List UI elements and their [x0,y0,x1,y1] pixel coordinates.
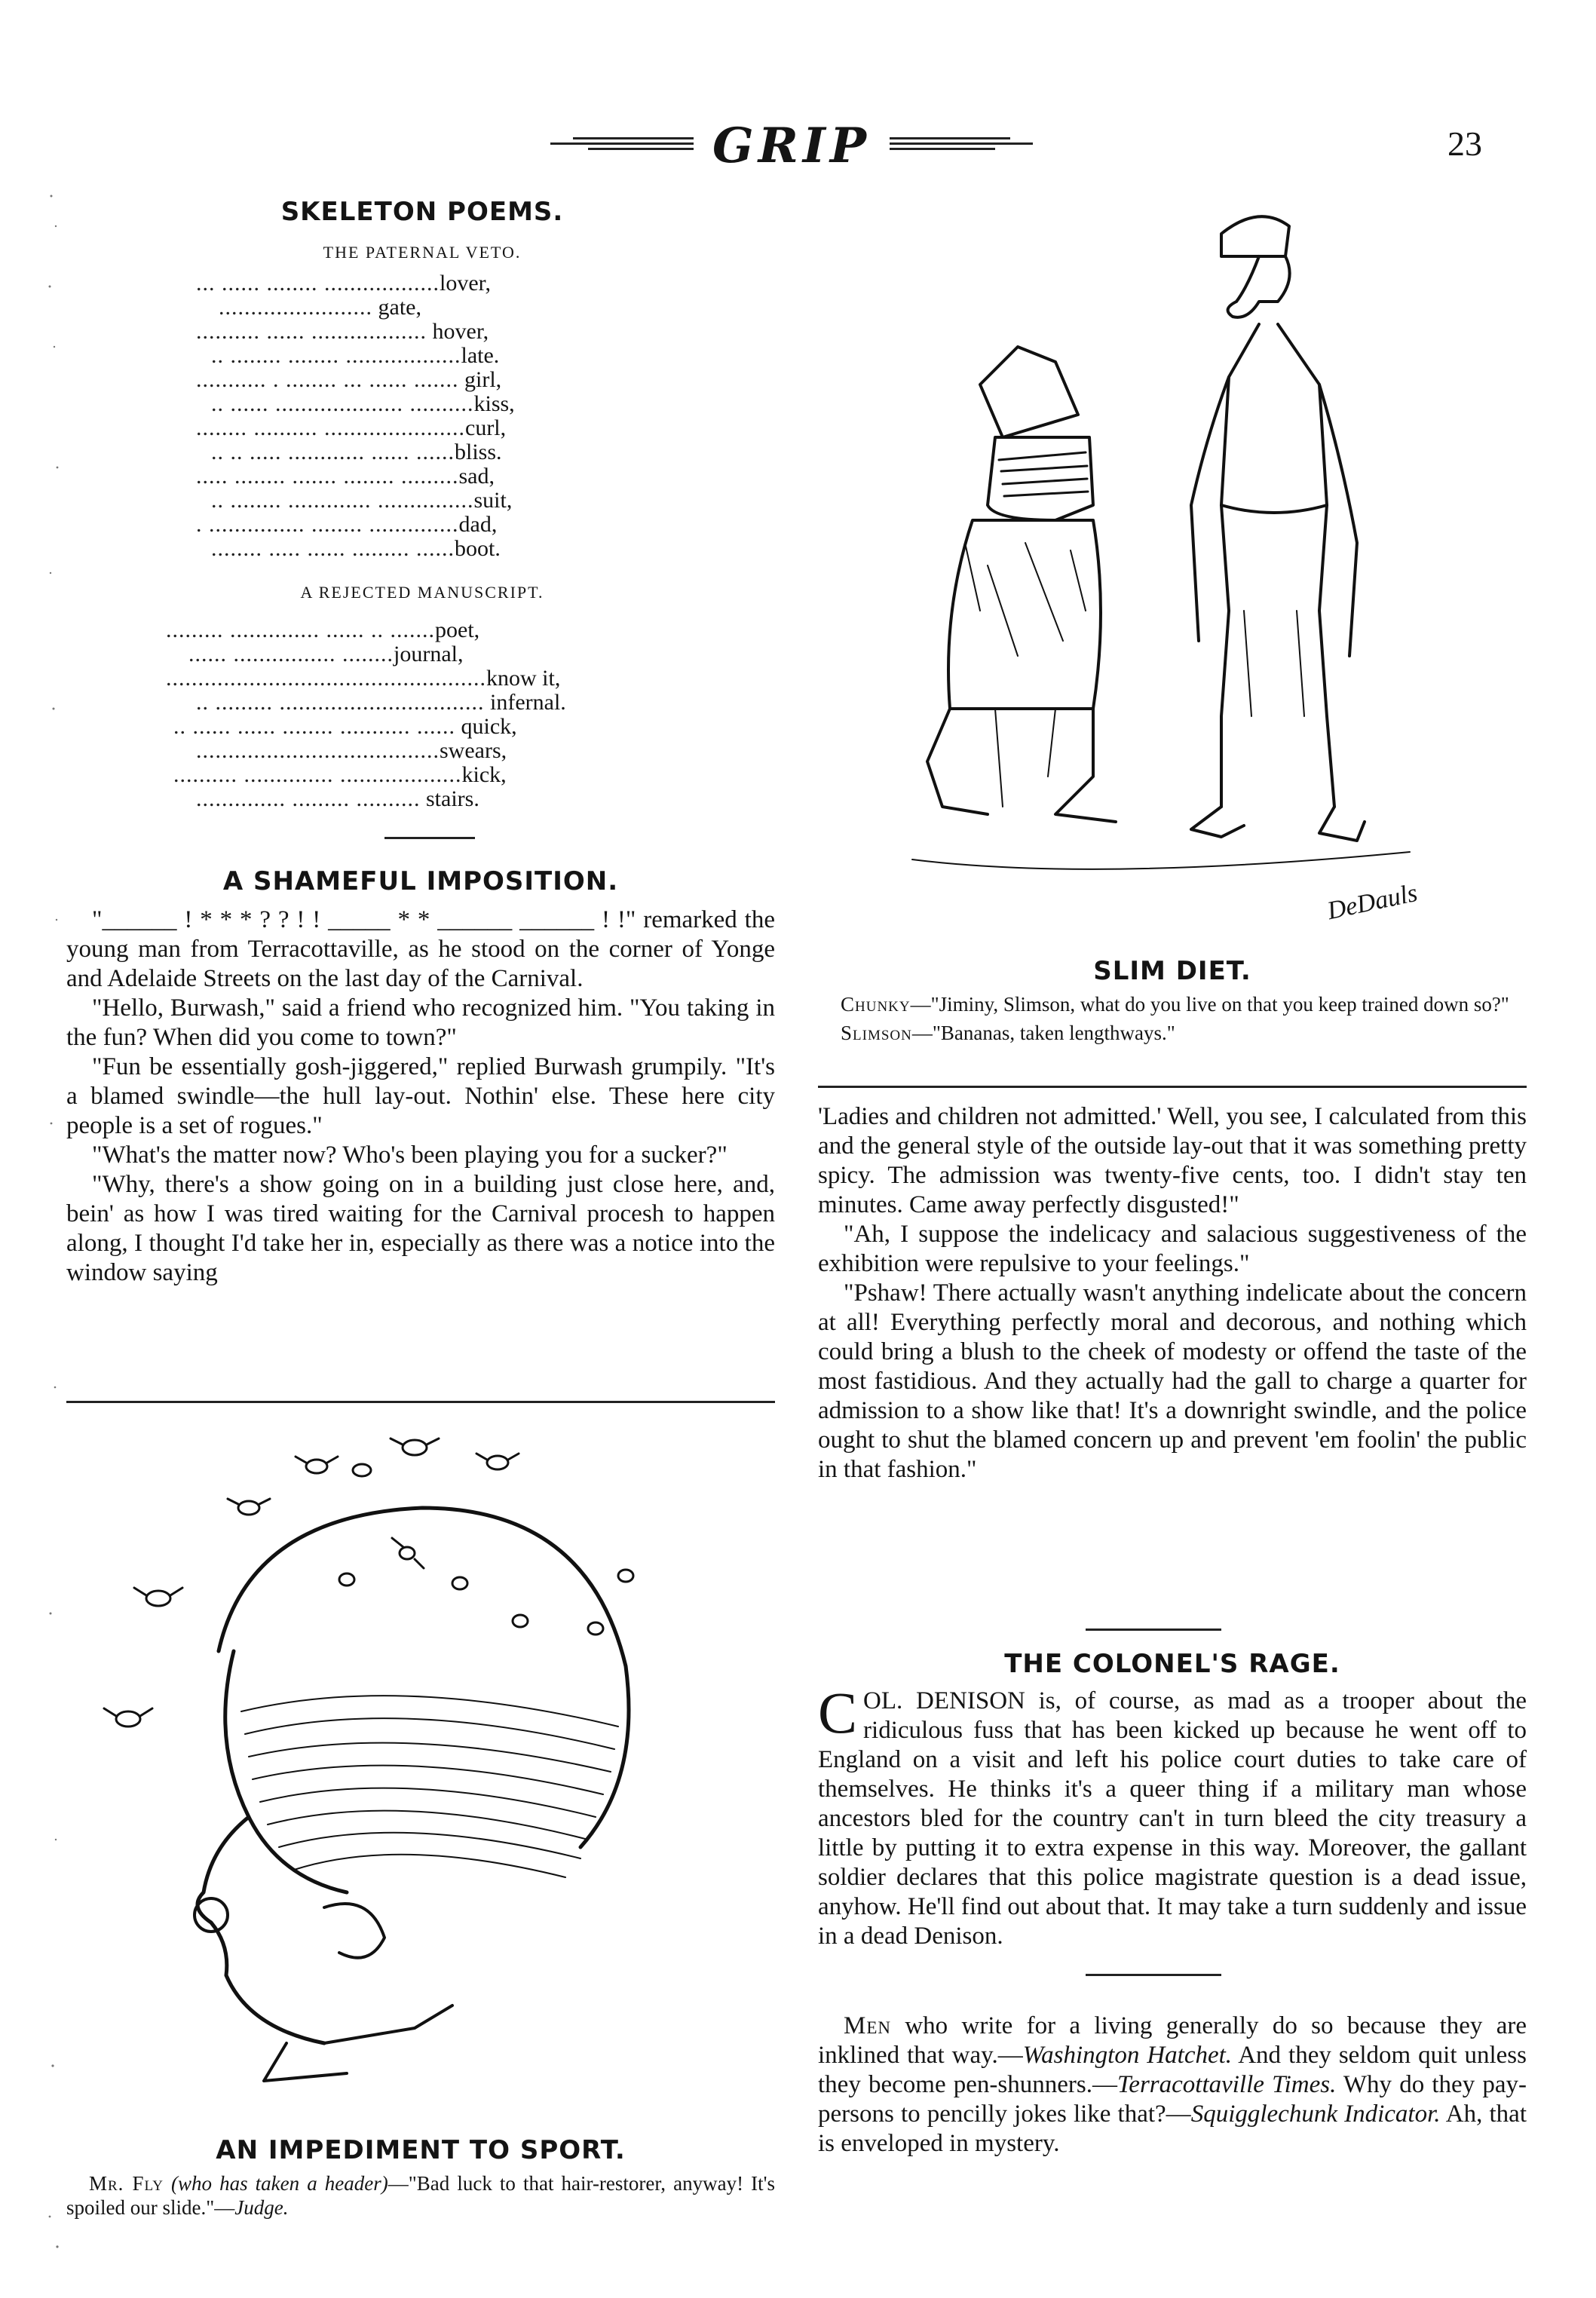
article-paragraph: "Pshaw! There actually wasn't anything indelicate about the concern at all! Everything perfectly moral and decorous, and nothing which could bring a blush to the cheek of modesty or offend the taste of the most fastidious. And they actually had the gall to charge a quarter for admission to a show like that! It's a downright swindle, and the police ought to shut the blamed concern up and prevent 'em foolin' the public in that fashion." [818,1279,1527,1483]
impediment-caption: Mr. Fly (who has taken a header)—"Bad luck to that hair-restorer, anyway! It's spoiled our slide."—Judge. [66,2172,776,2219]
colonels-rage-title: THE COLONEL'S RAGE. [1004,1649,1340,1679]
page-number: 23 [1447,124,1482,163]
slim-diet-line-chunky: Chunky—"Jiminy, Slimson, what do you live on that you keep trained down so?" [841,993,1509,1016]
article-paragraph: "Fun be essentially gosh-jiggered," replied Burwash grumpily. "It's a blamed swindle—the hull lay-out. Nothin' else. These here city people is a set of rogues." [66,1053,775,1139]
poem-line: ... ...... ........ ..................lover, [196,271,491,296]
shameful-imposition-article [66,867,775,1288]
impediment-caption-block [66,2135,775,2220]
poem-line: . ............... ........ ..............dad, [196,512,498,537]
masthead-rule-right [890,134,1040,160]
impediment-illustration [98,1425,746,2126]
section-divider [1086,1974,1221,1976]
poem-line: ...... ................ ........journal, [188,642,464,666]
margin-speckle [47,181,62,2277]
article-paragraph: "What's the matter now? Who's been playing you for a sucker?" [92,1141,728,1169]
poem-line: ..................................................know it, [166,666,561,691]
shameful-imposition-title: A SHAMEFUL IMPOSITION. [222,866,619,896]
skeleton-poems-section [181,198,663,267]
impediment-title: AN IMPEDIMENT TO SPORT. [216,2135,626,2165]
men-who-write-item [818,2012,1527,2159]
column-divider [818,1086,1527,1088]
slim-diet-illustration [867,188,1440,927]
poem-line: ......... .............. ...... .. .......poet, [166,617,480,642]
poem-line: .. ........ ............. ...............suit, [211,488,513,513]
column-divider [66,1401,775,1403]
poem-line: .. .. ..... ............ ...... ......bliss. [211,440,502,464]
skeleton-poems-title: SKELETON POEMS. [280,197,564,227]
article-paragraph: "Hello, Burwash," said a friend who recognized him. "You taking in the fun? When did you come to town?" [66,994,775,1051]
rejected-manuscript-subtitle: A REJECTED MANUSCRIPT. [300,583,544,602]
poem-line: ........................ gate, [219,295,421,320]
poem-line: ..... ........ ....... ........ .........sad, [196,464,495,489]
paternal-veto-poem [181,271,663,561]
shameful-imposition-continuation [818,1102,1527,1485]
masthead-title: GRIP [712,118,871,174]
article-paragraph: Men who write for a living generally do so because they are inklined that way.—Washington Hatchet. And they seldom quit unless they become pen-shunners.—Terracottaville Times. Why do they pay-persons to pencilly jokes like that?—Squigglechunk Indicator. Ah, that is enveloped in mystery. [818,2012,1527,2157]
poem-line: .......... ...... .................. hover, [196,319,489,344]
slim-diet-title: SLIM DIET. [1093,956,1251,986]
poem-line: .. ...... .................... ..........kiss, [211,391,515,416]
paternal-veto-subtitle: THE PATERNAL VETO. [323,243,522,262]
section-divider [384,837,475,839]
masthead [543,113,1040,173]
slim-diet-line-slimson: Slimson—"Bananas, taken lengthways." [841,1022,1175,1044]
poem-line: .............. ......... .......... stairs. [196,786,479,811]
article-paragraph: "Ah, I suppose the indelicacy and salacious suggestiveness of the exhibition were repulsive to your feelings." [818,1221,1527,1277]
article-paragraph: 'Ladies and children not admitted.' Well, you see, I calculated from this and the general style of the outside lay-out that it was something pretty spicy. The admission was twenty-five cents, too. I didn't stay ten minutes. Came away perfectly disgusted!" [818,1103,1527,1218]
colonels-rage-article [818,1650,1527,1951]
rejected-manuscript-poem [166,618,679,811]
poem-line: .. ......... ................................ infernal. [196,690,566,715]
slim-diet-caption-block [818,956,1527,1045]
poem-line: .. ........ ........ ..................late. [211,343,500,368]
poem-line: .......... .............. ...................kick, [173,762,507,787]
section-divider [1086,1629,1221,1631]
poem-line: ........... . ........ ... ...... ....... girl, [196,367,502,392]
article-paragraph: "Why, there's a show going on in a building just close here, and, bein' as how I was tired waiting for the Carnival procesh to happen along, I thought I'd take her in, especially as there was a notice into the window saying [66,1171,775,1286]
drop-cap: C [818,1680,858,1745]
artist-signature: DeDauls [1325,878,1420,926]
masthead-rule-left [543,134,694,160]
article-paragraph: COL. DENISON is, of course, as mad as a trooper about the ridiculous fuss that has been kicked up because he went off to England on a visit and left his police court duties to take care of themselves. He thinks it's a queer thing if a military man whose ancestors bled for the country can't in turn bleed the city treasury a little by putting it to extra expense in this way. Moreover, the gallant soldier declares that this police magistrate question is a dead issue, anyhow. He'll find out about that. It may take a turn suddenly and issue in a dead Denison. [818,1680,1527,1950]
article-paragraph: "______ ! * * * ? ? ! ! _____ * * ______ ______ ! !" remarked the young man from Terracottaville, as he stood on the corner of Yonge and Adelaide Streets on the last day of the Carnival. [66,906,775,992]
poem-line: ........ .......... ......................curl, [196,415,507,440]
poem-line: .. ...... ...... ........ ........... ...... quick, [173,714,517,739]
poem-line: ......................................swears, [196,738,507,763]
poem-line: ........ ..... ...... ......... ......boot. [211,536,501,561]
